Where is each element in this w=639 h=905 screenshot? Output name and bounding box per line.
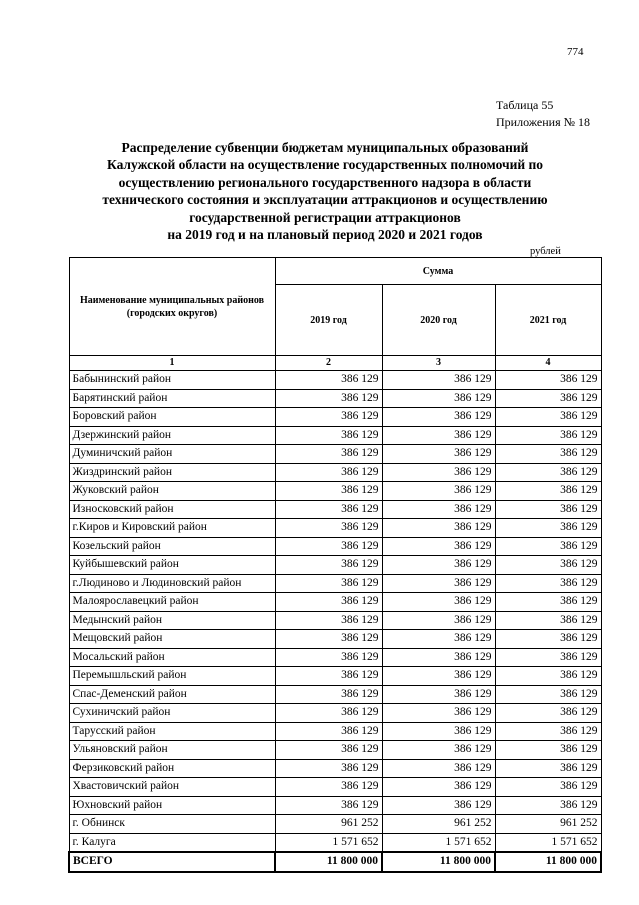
district-name-cell: Спас-Деменский район [69,685,275,704]
value-2020-cell: 386 129 [382,630,495,649]
table-row [69,833,601,852]
value-2019-cell: 386 129 [275,519,382,538]
value-2019-cell: 386 129 [275,704,382,723]
value-2019-cell: 386 129 [275,463,382,482]
value-2019-cell: 386 129 [275,741,382,760]
column-index: 4 [495,356,601,371]
table-row [69,611,601,630]
table-row [69,574,601,593]
value-2020-cell: 386 129 [382,722,495,741]
district-name-cell: Дзержинский район [69,426,275,445]
value-2019-cell: 386 129 [275,500,382,519]
value-2020-cell: 386 129 [382,556,495,575]
district-name-cell: Ферзиковский район [69,759,275,778]
table-row [69,482,601,501]
value-2021-cell: 386 129 [495,593,601,612]
district-name-cell: г.Людиново и Людиновский район [69,574,275,593]
column-header-name: Наименование муниципальных районов (городских округов) [69,258,275,356]
value-2020-cell: 386 129 [382,741,495,760]
district-name-cell: Мосальский район [69,648,275,667]
district-name-cell: Медынский район [69,611,275,630]
table-row [69,500,601,519]
value-2020-cell: 386 129 [382,537,495,556]
value-2021-cell: 386 129 [495,741,601,760]
value-2021-cell: 386 129 [495,685,601,704]
district-name-cell: Сухиничский район [69,704,275,723]
subvention-table [68,257,602,873]
district-name-cell: Перемышльский район [69,667,275,686]
value-2021-cell: 386 129 [495,537,601,556]
value-2021-cell: 386 129 [495,408,601,427]
value-2019-cell: 386 129 [275,593,382,612]
district-name-cell: г.Киров и Кировский район [69,519,275,538]
district-name-cell: Козельский район [69,537,275,556]
district-name-cell: Ульяновский район [69,741,275,760]
value-2019-cell: 386 129 [275,445,382,464]
district-name-cell: Юхновский район [69,796,275,815]
title-line: на 2019 год и на плановый период 2020 и 2021 годов [167,227,483,243]
column-header-sum: Сумма [275,258,601,285]
value-2019-cell: 386 129 [275,778,382,797]
column-index: 2 [275,356,382,371]
district-name-cell: г. Обнинск [69,815,275,834]
title-line: осуществлению регионального государственного надзора в области [118,174,532,190]
appendix-label: Приложения № 18 [496,115,591,129]
value-2019-cell: 386 129 [275,426,382,445]
value-2021-cell: 386 129 [495,500,601,519]
district-name-cell: Малоярославецкий район [69,593,275,612]
table-row [69,389,601,408]
column-header-2021: 2021 год [495,285,601,356]
district-name-cell: Жиздринский район [69,463,275,482]
value-2021-cell: 386 129 [495,778,601,797]
value-2019-cell: 386 129 [275,685,382,704]
value-2021-cell: 386 129 [495,389,601,408]
value-2020-cell: 386 129 [382,371,495,390]
value-2020-cell: 386 129 [382,648,495,667]
value-2020-cell: 11 800 000 [382,852,495,872]
column-header-2020: 2020 год [382,285,495,356]
table-row [69,741,601,760]
value-2020-cell: 386 129 [382,426,495,445]
title-line: Калужской области на осуществление государственных полномочий по [106,157,544,173]
column-header-2019: 2019 год [275,285,382,356]
table-row [69,667,601,686]
value-2019-cell: 386 129 [275,482,382,501]
value-2019-cell: 386 129 [275,648,382,667]
value-2021-cell: 386 129 [495,722,601,741]
value-2021-cell: 386 129 [495,371,601,390]
value-2020-cell: 386 129 [382,667,495,686]
title-line: Распределение субвенции бюджетам муниципальных образований [121,140,529,155]
value-2020-cell: 386 129 [382,685,495,704]
value-2020-cell: 386 129 [382,445,495,464]
table-row [69,704,601,723]
district-name-cell: Тарусский район [69,722,275,741]
value-2020-cell: 386 129 [382,389,495,408]
table-number: Таблица 55 [496,98,554,112]
column-index: 3 [382,356,495,371]
table-row [69,593,601,612]
value-2019-cell: 961 252 [275,815,382,834]
title-line: технического состояния и эксплуатации аттракционов и осуществлению [102,192,548,208]
value-2019-cell: 386 129 [275,574,382,593]
table-row [69,463,601,482]
table-row [69,537,601,556]
value-2021-cell: 386 129 [495,611,601,630]
title-line: государственной регистрации аттракционов [189,209,461,225]
value-2019-cell: 386 129 [275,371,382,390]
value-2020-cell: 386 129 [382,796,495,815]
table-row [69,722,601,741]
table-row [69,630,601,649]
value-2019-cell: 386 129 [275,630,382,649]
value-2019-cell: 386 129 [275,556,382,575]
table-row [69,759,601,778]
value-2020-cell: 386 129 [382,611,495,630]
table-row [69,371,601,390]
value-2021-cell: 386 129 [495,796,601,815]
district-name-cell: Мещовский район [69,630,275,649]
table-row [69,426,601,445]
value-2020-cell: 386 129 [382,463,495,482]
value-2019-cell: 386 129 [275,611,382,630]
value-2021-cell: 386 129 [495,759,601,778]
table-row [69,556,601,575]
value-2020-cell: 386 129 [382,408,495,427]
value-2019-cell: 386 129 [275,389,382,408]
table-row [69,685,601,704]
value-2021-cell: 386 129 [495,648,601,667]
table-row [69,408,601,427]
district-name-cell: Хвастовичский район [69,778,275,797]
value-2019-cell: 1 571 652 [275,833,382,852]
value-2019-cell: 386 129 [275,722,382,741]
value-2020-cell: 386 129 [382,500,495,519]
value-2021-cell: 386 129 [495,445,601,464]
value-2021-cell: 386 129 [495,426,601,445]
value-2020-cell: 386 129 [382,574,495,593]
district-name-cell: Барятинский район [69,389,275,408]
table-row [69,648,601,667]
column-index: 1 [69,356,275,371]
table-header-row [69,258,601,285]
value-2021-cell: 1 571 652 [495,833,601,852]
table-row [69,815,601,834]
district-name-cell: ВСЕГО [69,852,275,872]
value-2021-cell: 961 252 [495,815,601,834]
value-2021-cell: 386 129 [495,556,601,575]
units-label: рублей [530,246,561,257]
district-name-cell: г. Калуга [69,833,275,852]
value-2020-cell: 961 252 [382,815,495,834]
value-2021-cell: 386 129 [495,482,601,501]
value-2021-cell: 386 129 [495,704,601,723]
page-number: 774 [567,46,584,58]
value-2020-cell: 386 129 [382,593,495,612]
value-2019-cell: 386 129 [275,667,382,686]
district-name-cell: Думиничский район [69,445,275,464]
district-name-cell: Боровский район [69,408,275,427]
value-2021-cell: 386 129 [495,574,601,593]
value-2019-cell: 386 129 [275,759,382,778]
value-2019-cell: 11 800 000 [275,852,382,872]
table-row [69,778,601,797]
table-row [69,796,601,815]
total-row [69,852,601,872]
value-2020-cell: 386 129 [382,482,495,501]
district-name-cell: Износковский район [69,500,275,519]
value-2020-cell: 386 129 [382,759,495,778]
value-2019-cell: 386 129 [275,796,382,815]
value-2020-cell: 386 129 [382,704,495,723]
value-2019-cell: 386 129 [275,537,382,556]
value-2021-cell: 11 800 000 [495,852,601,872]
value-2020-cell: 1 571 652 [382,833,495,852]
value-2020-cell: 386 129 [382,519,495,538]
table-row [69,519,601,538]
table-row [69,445,601,464]
value-2021-cell: 386 129 [495,519,601,538]
document-title [60,139,590,243]
value-2021-cell: 386 129 [495,463,601,482]
district-name-cell: Бабынинский район [69,371,275,390]
column-index-row [69,356,601,371]
district-name-cell: Куйбышевский район [69,556,275,575]
district-name-cell: Жуковский район [69,482,275,501]
value-2020-cell: 386 129 [382,778,495,797]
value-2019-cell: 386 129 [275,408,382,427]
value-2021-cell: 386 129 [495,630,601,649]
table-body [69,371,601,872]
value-2021-cell: 386 129 [495,667,601,686]
